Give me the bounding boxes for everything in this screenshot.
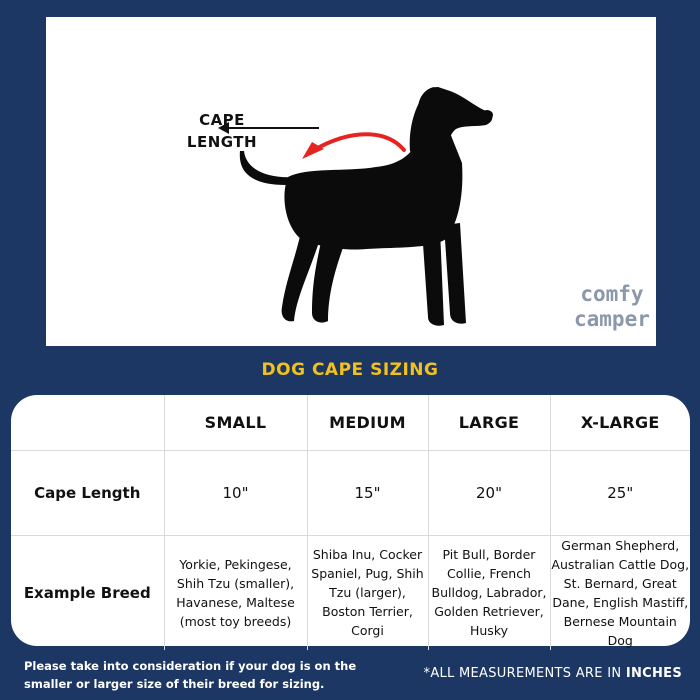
cape-length-label — [174, 109, 270, 153]
breeds-large: Pit Bull, Border Collie, French Bulldog, Labrador, Golden Retriever, Husky — [428, 535, 550, 650]
table-header-row — [11, 395, 690, 450]
sizing-table — [11, 395, 690, 650]
table-row — [11, 535, 690, 650]
row-label-example-breed: Example Breed — [11, 535, 164, 650]
brand-logo-line1: comfy — [580, 282, 644, 306]
row-label-cape-length: Cape Length — [11, 450, 164, 535]
size-header-large: LARGE — [428, 395, 550, 450]
length-small: 10" — [164, 450, 307, 535]
dog-silhouette — [240, 87, 493, 326]
sizing-table-card — [11, 395, 690, 646]
dog-diagram — [46, 17, 656, 346]
diagram-panel — [46, 17, 656, 346]
table-row — [11, 450, 690, 535]
breeds-xlarge: German Shepherd, Australian Cattle Dog, St. Bernard, Great Dane, English Mastiff, Bernese Mountain Dog — [550, 535, 690, 650]
section-title: DOG CAPE SIZING — [261, 360, 439, 380]
breeds-medium: Shiba Inu, Cocker Spaniel, Pug, Shih Tzu (larger), Boston Terrier, Corgi — [307, 535, 428, 650]
measurement-unit: INCHES — [625, 666, 682, 681]
length-xlarge: 25" — [550, 450, 690, 535]
brand-logo — [574, 282, 650, 332]
brand-logo-line2: camper — [574, 307, 650, 331]
cape-length-label-line1: CAPE — [199, 111, 245, 129]
length-medium: 15" — [307, 450, 428, 535]
breeds-small: Yorkie, Pekingese, Shih Tzu (smaller), Havanese, Maltese (most toy breeds) — [164, 535, 307, 650]
sizing-note: Please take into consideration if your dog is on the smaller or larger size of their breed for sizing. — [24, 659, 357, 691]
size-header-xlarge: X-LARGE — [550, 395, 690, 450]
length-large: 20" — [428, 450, 550, 535]
size-header-medium: MEDIUM — [307, 395, 428, 450]
measurement-prefix: *ALL MEASUREMENTS ARE IN — [423, 666, 626, 681]
red-curved-arrow — [302, 134, 404, 159]
size-header-small: SMALL — [164, 395, 307, 450]
table-corner-cell — [11, 395, 164, 450]
cape-length-label-line2: LENGTH — [186, 133, 258, 151]
measurement-unit-note — [424, 666, 682, 681]
